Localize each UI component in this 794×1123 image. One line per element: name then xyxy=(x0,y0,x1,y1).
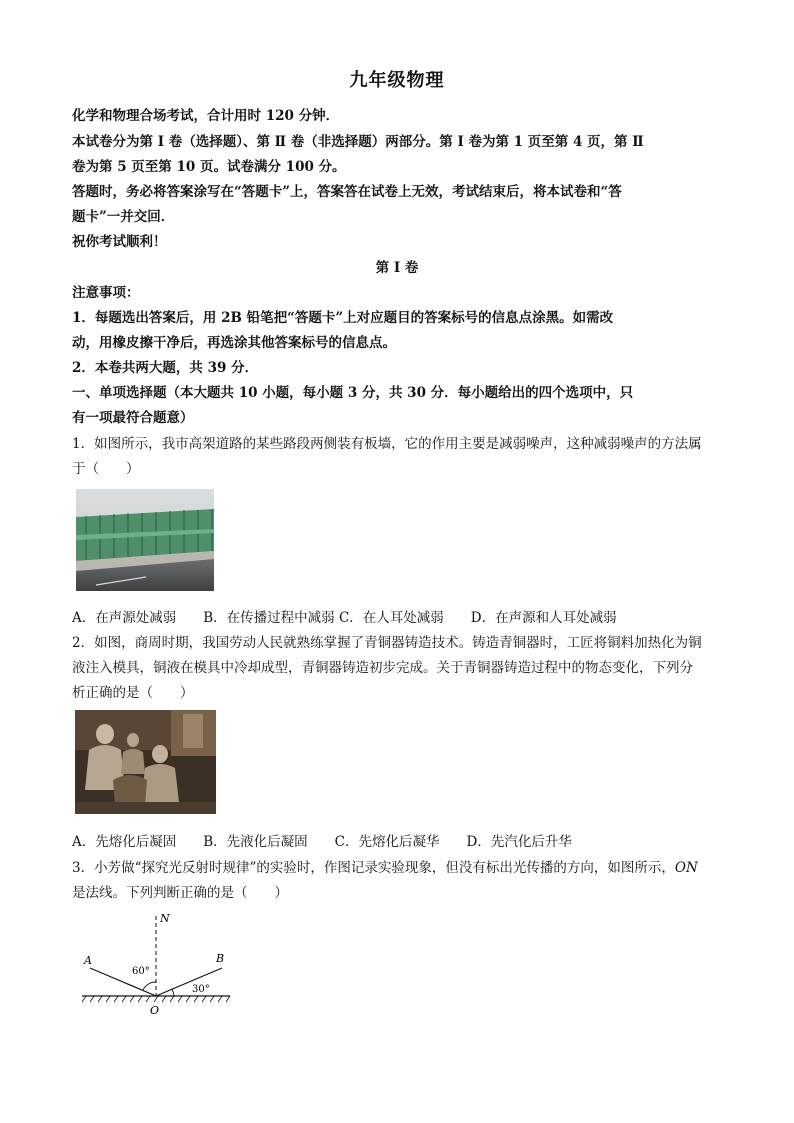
section-title: 第 Ⅰ 卷 xyxy=(375,260,419,276)
angle-label-60: 60° xyxy=(132,966,150,977)
label-a: A xyxy=(84,954,92,967)
notes-heading: 注意事项： xyxy=(72,285,140,301)
q2-stem-line-1: 2．如图，商周时期，我国劳动人民就熟练掌握了青铜器铸造技术。铸造青铜器时，工匠将铜料加热化为铜 xyxy=(72,635,702,651)
intro-line-4: 答题时，务必将答案涂写在“答题卡”上，答案答在试卷上无效，考试结束后，将本试卷和“答 xyxy=(72,184,622,200)
label-b: B xyxy=(216,952,225,965)
part1-heading-line-2: 有一项最符合题意） xyxy=(72,410,194,426)
angle-arc-60 xyxy=(143,982,156,990)
q2-stem-line-3: 析正确的是（ ） xyxy=(72,685,194,701)
notes-line-3: 2．本卷共两大题，共 39 分． xyxy=(72,360,259,376)
intro-line-1: 化学和物理合场考试，合计用时 120 分钟． xyxy=(72,108,340,124)
intro-line-2: 本试卷分为第 Ⅰ 卷（选择题）、第 Ⅱ 卷（非选择题）两部分。第 Ⅰ 卷为第 1 页至第 4 页，第 Ⅱ xyxy=(72,134,644,150)
label-n: N xyxy=(160,912,170,925)
q1-stem-line-2: 于（ ） xyxy=(72,461,140,477)
angle-label-30: 30° xyxy=(192,984,210,995)
q2-stem-line-2: 液注入模具，铜液在模具中冷却成型，青铜器铸造初步完成。关于青铜器铸造过程中的物态变化，下列分 xyxy=(72,660,693,676)
intro-line-5: 题卡”一并交回． xyxy=(72,209,175,225)
label-o: O xyxy=(150,1004,160,1017)
q2-options: A．先熔化后凝固 B．先液化后凝固 C．先熔化后凝华 D．先汽化后升华 xyxy=(72,834,572,850)
mirror-hatching xyxy=(82,996,230,1002)
q3-stem-text: 3．小芳做“探究光反射时规律”的实验时，作图记录实验现象，但没有标出光传播的方向，如图所示， xyxy=(72,860,675,876)
reflection-svg xyxy=(78,908,238,1020)
angle-arc-30 xyxy=(172,989,174,996)
q3-reflection-diagram xyxy=(78,908,238,1020)
q3-normal-label: ON xyxy=(674,860,698,876)
ray-ob xyxy=(156,968,222,996)
part1-heading-line-1: 一、单项选择题（本大题共 10 小题，每小题 3 分，共 30 分．每小题给出的四个选项中，只 xyxy=(72,385,634,401)
q3-stem-line-2: 是法线。下列判断正确的是（ ） xyxy=(72,885,288,901)
notes-line-2: 动，用橡皮擦干净后，再选涂其他答案标号的信息点。 xyxy=(72,335,396,351)
q2-bronze-casting-photo xyxy=(75,710,216,814)
notes-line-1: 1．每题选出答案后，用 2B 铅笔把“答题卡”上对应题目的答案标号的信息点涂黑。如需改 xyxy=(72,310,614,326)
q1-stem-line-1: 1．如图所示，我市高架道路的某些路段两侧装有板墙，它的作用主要是减弱噪声，这种减弱噪声的方法属 xyxy=(72,436,702,452)
q1-options: A．在声源处减弱 B．在传播过程中减弱 C．在人耳处减弱 D．在声源和人耳处减弱 xyxy=(72,610,617,626)
page-title: 九年级物理 xyxy=(349,70,445,91)
q1-sound-barrier-photo xyxy=(76,489,214,591)
q3-stem-line-1 xyxy=(72,856,698,876)
intro-line-6: 祝你考试顺利！ xyxy=(72,234,167,250)
intro-line-3: 卷为第 5 页至第 10 页。试卷满分 100 分。 xyxy=(72,159,346,175)
